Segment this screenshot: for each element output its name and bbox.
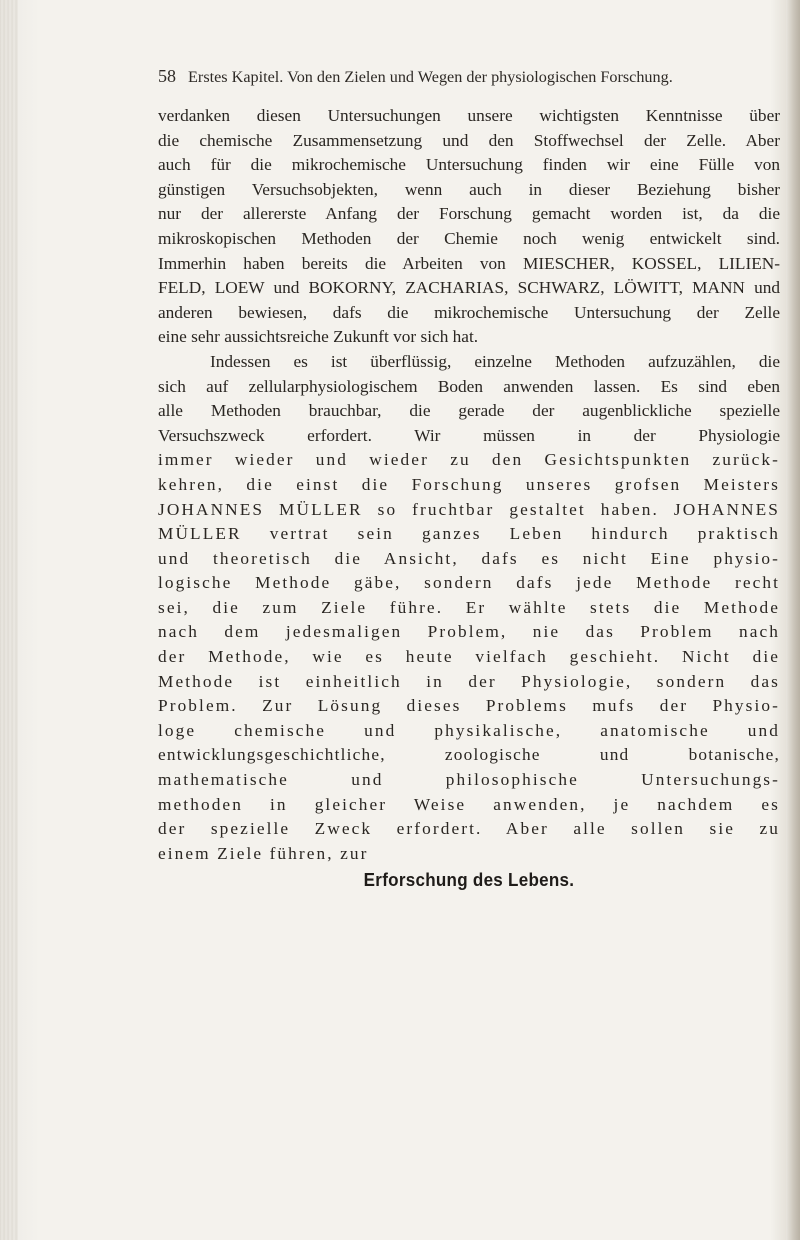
text-line: alle Methoden brauchbar, die gerade der augenblickliche spezielle <box>158 401 780 421</box>
text-line: nur der allererste Anfang der Forschung gemacht worden ist, da die <box>158 204 780 224</box>
text-line: Methode ist einheitlich in der Physiologie, sondern das <box>158 671 780 691</box>
text-line: kehren, die einst die Forschung unseres grofsen Meisters <box>158 474 780 494</box>
running-header <box>158 66 758 87</box>
text-line: Indessen es ist überflüssig, einzelne Methoden aufzuzählen, die <box>210 351 780 371</box>
text-line: loge chemische und physikalische, anatomische und <box>158 720 780 740</box>
text-line: eine sehr aussichtsreiche Zukunft vor sich hat. <box>158 327 479 347</box>
running-title: Erstes Kapitel. Von den Zielen und Wegen der physiologischen Forschung. <box>188 68 673 86</box>
closing-heading: Erforschung des Lebens. <box>363 869 575 891</box>
text-line: Immerhin haben bereits die Arbeiten von MIESCHER, KOSSEL, LILIEN- <box>158 253 780 273</box>
text-line: günstigen Versuchsobjekten, wenn auch in dieser Beziehung bisher <box>158 179 780 199</box>
page-number: 58 <box>158 66 176 86</box>
text-line: der Methode, wie es heute vielfach geschieht. Nicht die <box>158 647 780 667</box>
page-right-edge <box>786 0 800 1240</box>
body-text <box>158 104 780 893</box>
text-line: JOHANNES MÜLLER so fruchtbar gestaltet haben. JOHANNES <box>158 499 780 519</box>
text-line: sich auf zellularphysiologischem Boden anwenden lassen. Es sind eben <box>158 376 780 396</box>
text-line: mikroskopischen Methoden der Chemie noch wenig entwickelt sind. <box>158 228 780 248</box>
page-binding-edge <box>0 0 18 1240</box>
text-line: Versuchszweck erfordert. Wir müssen in der Physiologie <box>158 425 780 445</box>
text-line: verdanken diesen Untersuchungen unsere wichtigsten Kenntnisse über <box>158 106 780 125</box>
text-line: und theoretisch die Ansicht, dafs es nicht Eine physio- <box>158 548 780 568</box>
text-line: nach dem jedesmaligen Problem, nie das Problem nach <box>158 622 780 642</box>
text-line: mathematische und philosophische Untersuchungs- <box>158 770 780 790</box>
text-line: einem Ziele führen, zur <box>158 843 369 863</box>
text-line: anderen bewiesen, dafs die mikrochemische Untersuchung der Zelle <box>158 302 780 322</box>
text-line: immer wieder und wieder zu den Gesichtspunkten zurück- <box>158 450 780 470</box>
text-line: sei, die zum Ziele führe. Er wählte stets die Methode <box>158 597 780 617</box>
text-line: Problem. Zur Lösung dieses Problems mufs der Physio- <box>158 696 780 716</box>
text-line: logische Methode gäbe, sondern dafs jede Methode recht <box>158 573 780 593</box>
text-line: entwicklungsgeschichtliche, zoologische und botanische, <box>158 745 780 765</box>
text-line: der spezielle Zweck erfordert. Aber alle sollen sie zu <box>158 819 780 839</box>
text-line: die chemische Zusammensetzung und den Stoffwechsel der Zelle. Aber <box>158 130 780 150</box>
text-line: methoden in gleicher Weise anwenden, je nachdem es <box>158 794 780 814</box>
text-line: auch für die mikrochemische Untersuchung finden wir eine Fülle von <box>158 155 780 175</box>
text-line: FELD, LOEW und BOKORNY, ZACHARIAS, SCHWARZ, LÖWITT, MANN und <box>158 278 780 298</box>
text-line: MÜLLER vertrat sein ganzes Leben hindurch praktisch <box>158 524 780 544</box>
